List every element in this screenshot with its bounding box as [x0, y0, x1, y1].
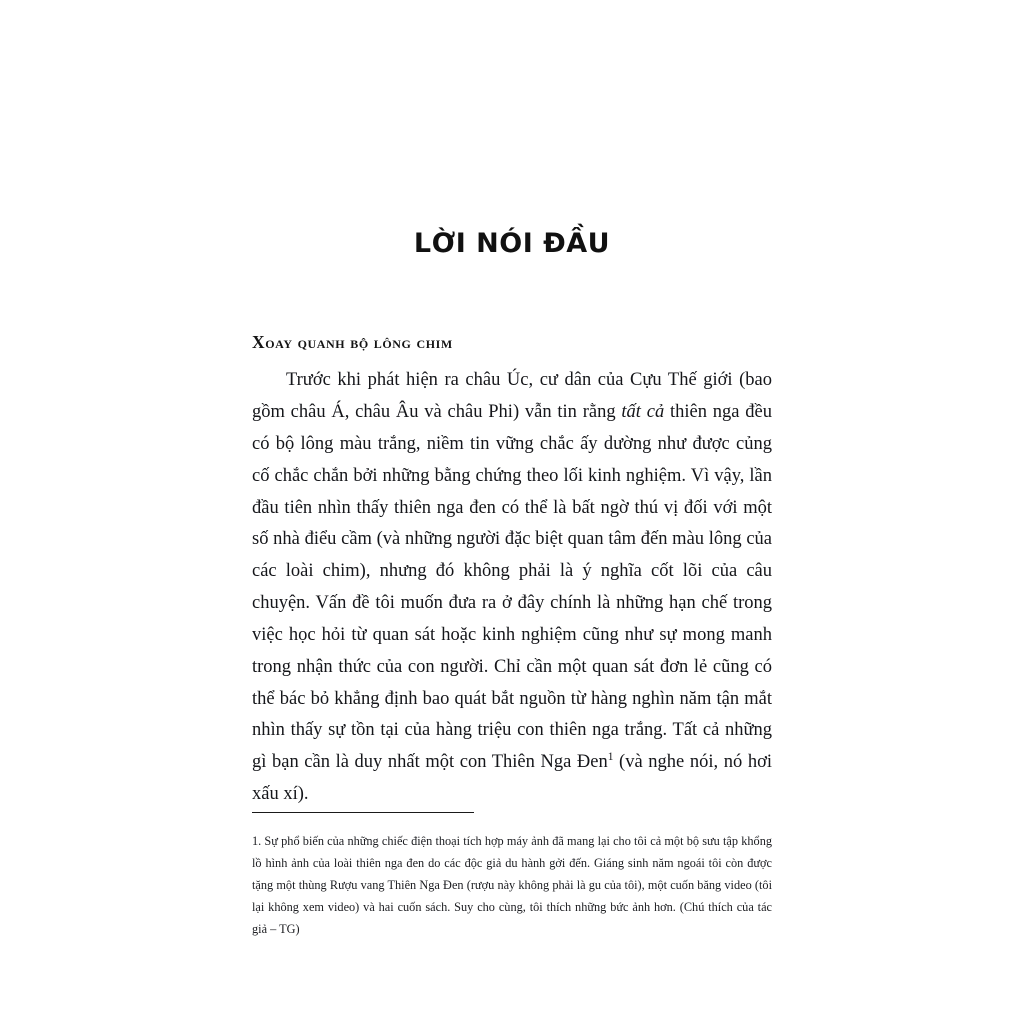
- body-text-emphasis: tất cả: [621, 402, 665, 423]
- footnote-text: 1. Sự phổ biến của những chiếc điện thoại tích hợp máy ảnh đã mang lại cho tôi cả một bộ sưu tập khổng lồ hình ảnh của loài thiên nga đen do các độc giả du hành gởi đến. Giáng sinh năm ngoái tôi còn được tặng một thùng Rượu vang Thiên Nga Đen (rượu này không phải là gu của tôi), một cuốn băng video (tôi lại không xem video) và hai cuốn sách. Suy cho cùng, tôi thích những bức ảnh hơn. (Chú thích của tác giả – TG): [252, 834, 772, 936]
- footnote-area: [252, 812, 772, 940]
- section-heading: Xoay quanh bộ lông chim: [252, 332, 453, 353]
- footnote-divider: [252, 812, 474, 813]
- body-text-segment-2: thiên nga đều có bộ lông màu trắng, niềm tin vững chắc ấy dường như được củng cố chắc chắn bởi những bằng chứng theo lối kinh nghiệm. Vì vậy, lần đầu tiên nhìn thấy thiên nga đen có thể là bất ngờ thú vị đối với một số nhà điểu cầm (và những người đặc biệt quan tâm đến màu lông của các loài chim), nhưng đó không phải là ý nghĩa cốt lõi của câu chuyện. Vấn đề tôi muốn đưa ra ở đây chính là những hạn chế trong việc học hỏi từ quan sát hoặc kinh nghiệm cũng như sự mong manh trong nhận thức của con người. Chỉ cần một quan sát đơn lẻ cũng có thể bác bỏ khẳng định bao quát bắt nguồn từ hàng nghìn năm tận mắt nhìn thấy sự tồn tại của hàng triệu con thiên nga trắng. Tất cả những gì bạn cần là duy nhất một con Thiên Nga Đen: [252, 402, 772, 773]
- page-content: [252, 228, 772, 811]
- body-text-segment-3: (và nghe nói, nó hơi xấu xí).: [252, 752, 772, 804]
- footnote-marker: 1: [607, 750, 614, 763]
- body-paragraph: [252, 365, 772, 810]
- page-title: LỜI NÓI ĐẦU: [413, 228, 611, 259]
- body-text-segment-1: Trước khi phát hiện ra châu Úc, cư dân của Cựu Thế giới (bao gồm châu Á, châu Âu và châu Phi) vẫn tin rằng: [252, 370, 772, 423]
